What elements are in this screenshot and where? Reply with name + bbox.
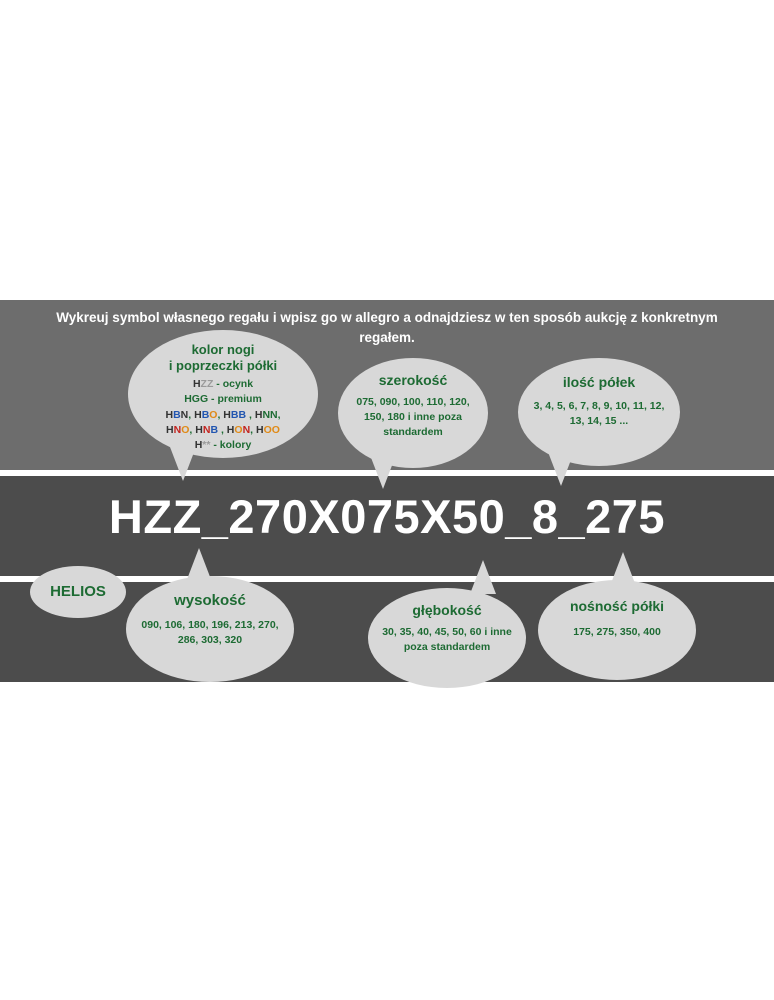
callout-body-glebokosc: 30, 35, 40, 45, 50, 60 i inne poza standardem xyxy=(382,625,512,654)
legend-line-kolory: H** - kolory xyxy=(194,439,252,452)
band-top-white xyxy=(0,0,774,300)
legend-line-hzz: HZZ - ocynk xyxy=(192,378,254,391)
callout-title-szerokosc: szerokość xyxy=(378,372,448,388)
callout-nosnosc-polki xyxy=(538,580,696,680)
callout-glebokosc xyxy=(368,588,526,688)
product-symbol: HZZ_270X075X50_8_275 xyxy=(108,490,666,543)
headline-text: Wykreuj symbol własnego regału i wpisz go w allegro a odnajdziesz w ten sposób aukcję z konkretnym regałem. xyxy=(56,310,718,345)
callout-title-nosnosc: nośność półki xyxy=(569,598,665,614)
callout-tail-glebokosc xyxy=(470,560,496,594)
callout-kolor-nogi xyxy=(128,330,318,458)
callout-title-helios: HELIOS xyxy=(50,583,106,600)
callout-body-kolor-nogi xyxy=(138,377,308,453)
callout-body-ilosc-polek: 3, 4, 5, 6, 7, 8, 9, 10, 11, 12, 13, 14, 15 ... xyxy=(533,399,665,428)
callout-ilosc-polek xyxy=(518,358,680,466)
callout-body-szerokosc: 075, 090, 100, 110, 120, 150, 180 i inne poza standardem xyxy=(356,395,470,439)
kolor-nogi-title-line2: i poprzeczki półki xyxy=(168,357,278,373)
callout-title-kolor-nogi xyxy=(138,342,308,373)
callout-brand-helios xyxy=(30,566,126,618)
callout-title-wysokosc: wysokość xyxy=(174,592,246,609)
legend-line-hbn: HBN, HBO, HBB , HNN, xyxy=(165,408,281,421)
kolor-nogi-title-line1: kolor nogi xyxy=(191,342,255,357)
legend-line-hgg: HGG - premium xyxy=(184,393,262,406)
callout-wysokosc xyxy=(126,576,294,682)
legend-line-hno: HNO, HNB , HON, HOO xyxy=(166,423,280,436)
callout-title-glebokosc: głębokość xyxy=(412,602,482,618)
band-bottom-white xyxy=(0,682,774,1000)
callout-title-ilosc-polek: ilość półek xyxy=(562,374,636,390)
callout-szerokosc xyxy=(338,358,488,468)
callout-body-wysokosc: 090, 106, 180, 196, 213, 270, 286, 303, 320 xyxy=(141,619,279,647)
callout-body-nosnosc: 175, 275, 350, 400 xyxy=(573,625,661,638)
